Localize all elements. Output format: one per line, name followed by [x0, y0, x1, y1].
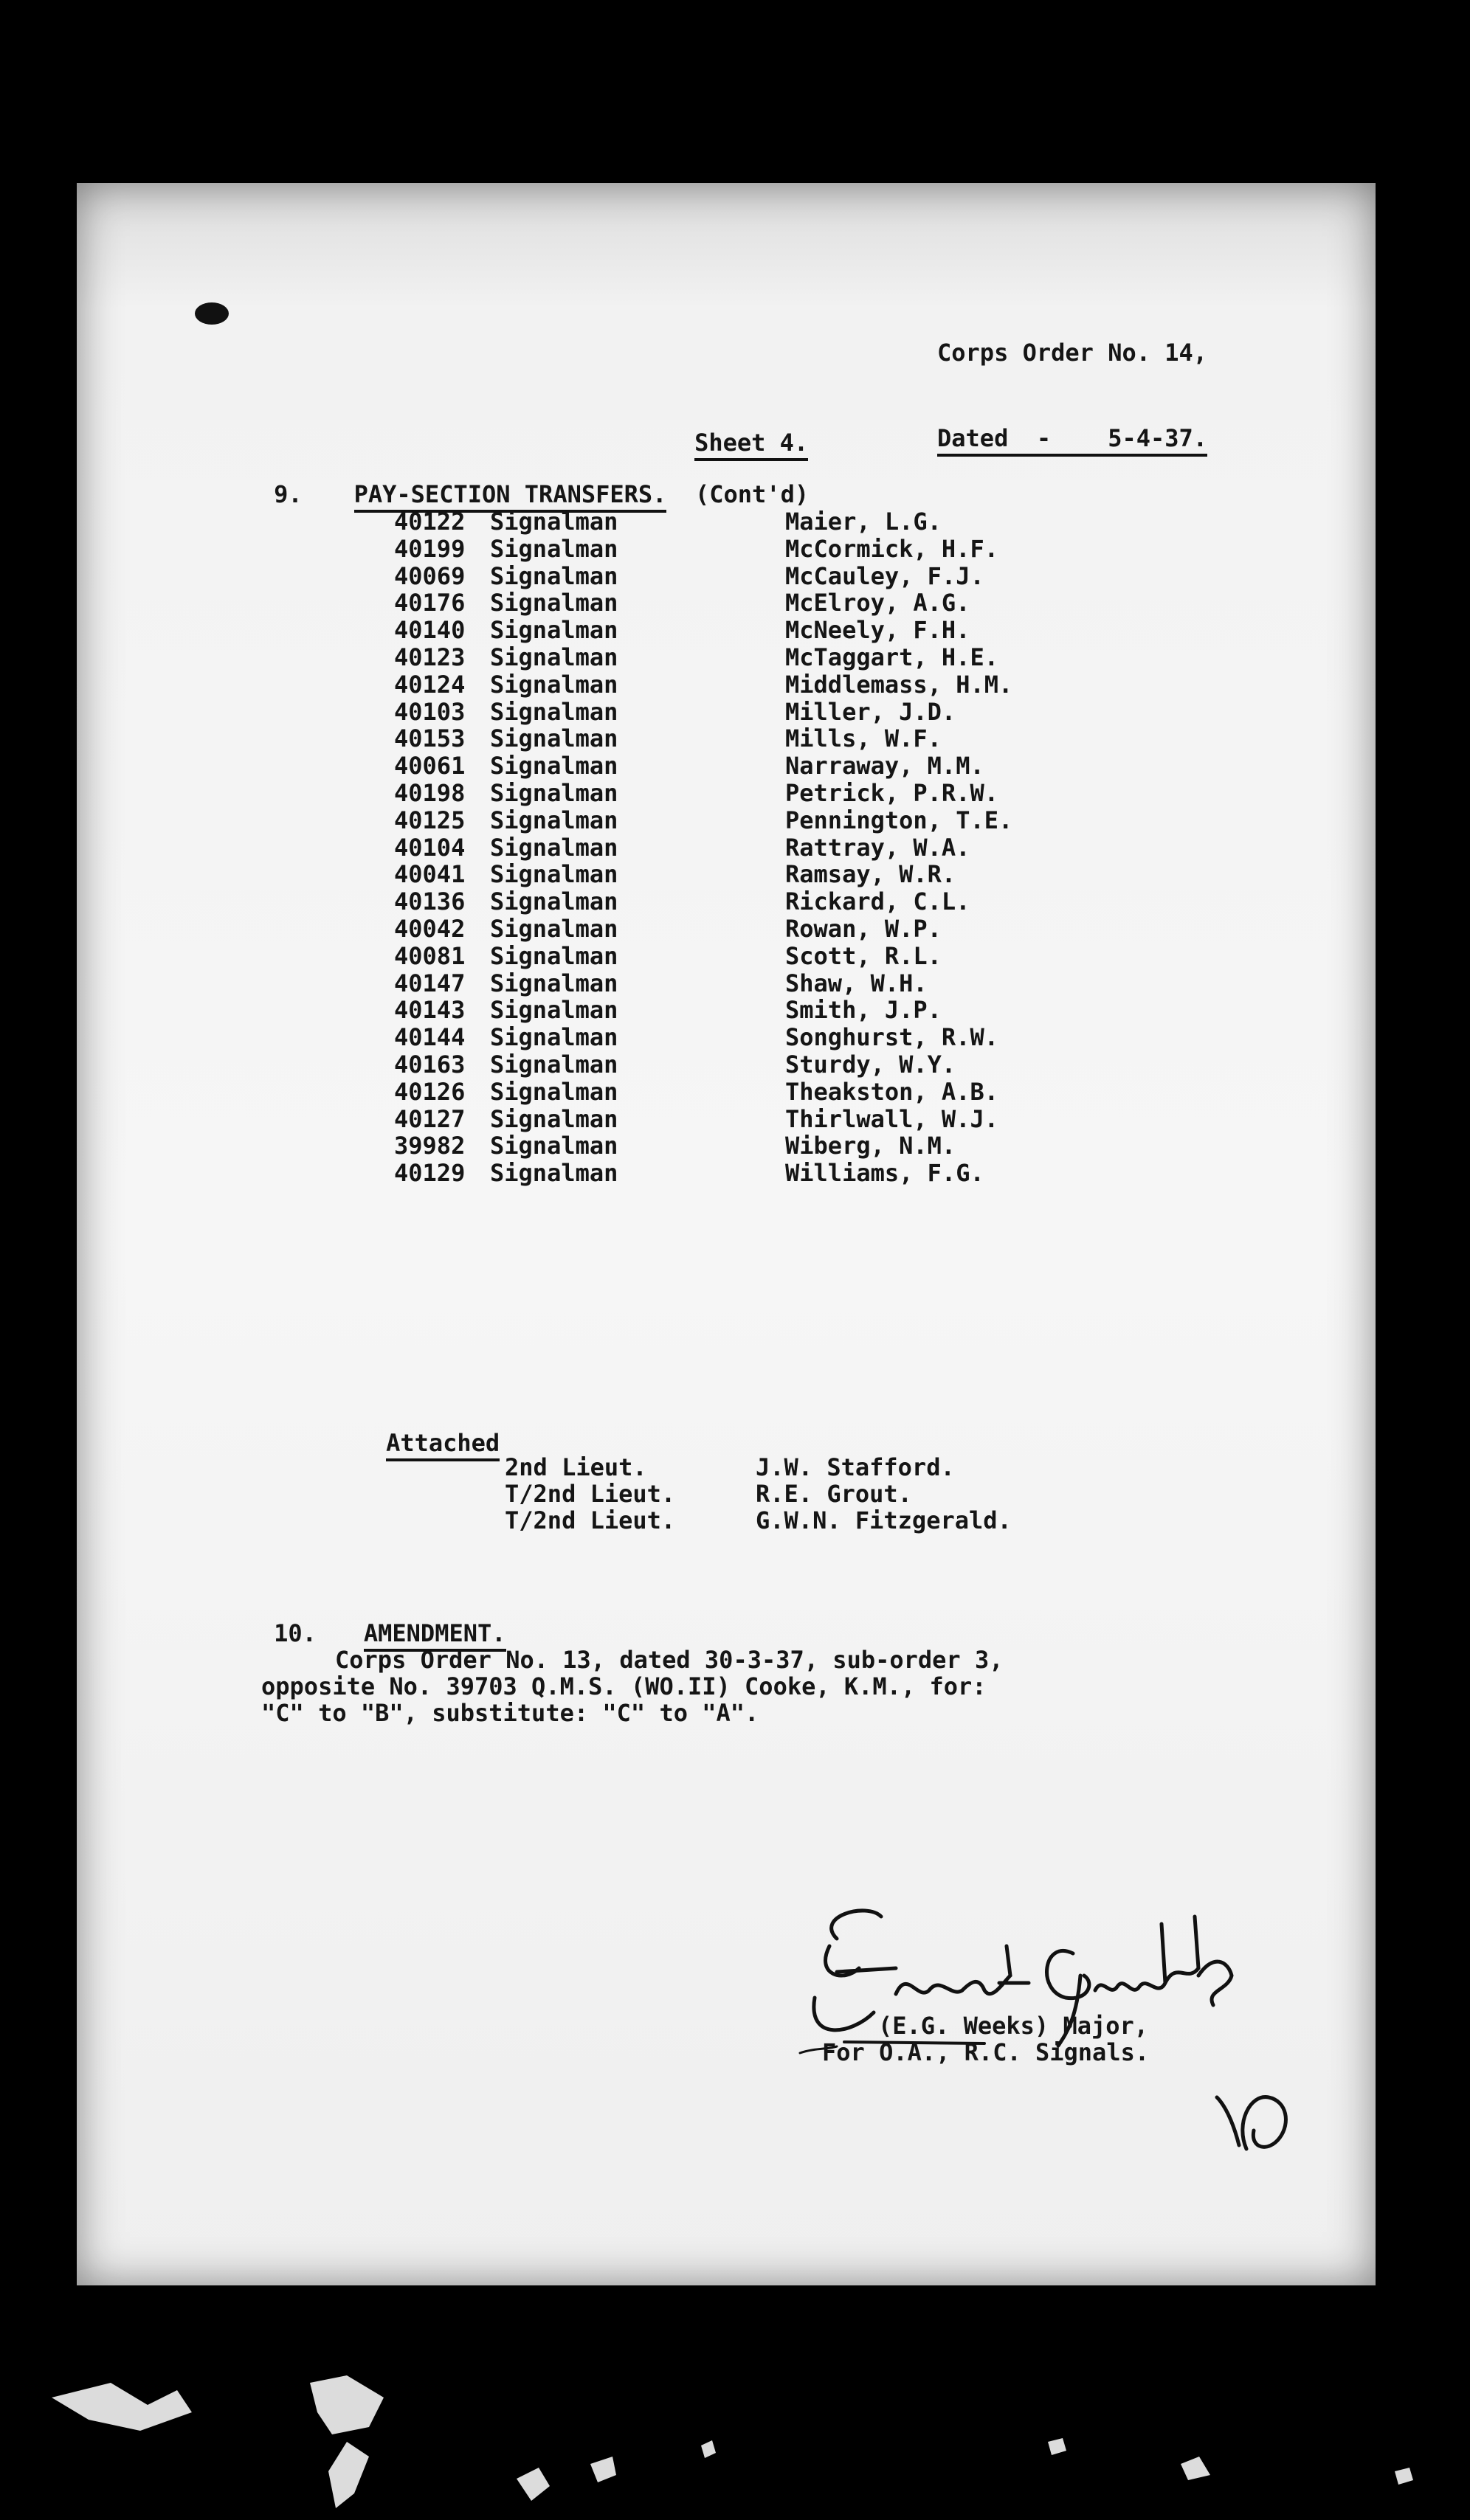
service-number: 40125 — [394, 806, 466, 834]
officer-rank: T/2nd Lieut. — [505, 1480, 676, 1508]
officer-name: R.E. Grout. — [756, 1480, 912, 1508]
rank: Signalman — [490, 833, 618, 862]
member-name: Ramsay, W.R. — [785, 860, 956, 889]
rank: Signalman — [490, 724, 618, 753]
member-name: McTaggart, H.E. — [785, 643, 998, 671]
service-number: 40140 — [394, 616, 466, 645]
member-name: Rowan, W.P. — [785, 914, 942, 943]
attached-title: Attached — [386, 1429, 500, 1461]
service-number: 40081 — [394, 941, 466, 970]
rank: Signalman — [490, 561, 618, 590]
service-number: 40147 — [394, 969, 466, 997]
service-number: 40124 — [394, 670, 466, 699]
service-number: 40042 — [394, 914, 466, 943]
signature-block — [822, 2012, 1149, 2066]
rank: Signalman — [490, 806, 618, 834]
member-name: McCormick, H.F. — [785, 534, 998, 563]
service-number: 40069 — [394, 561, 466, 590]
rank: Signalman — [490, 616, 618, 645]
scan-edge-specks — [0, 2287, 1470, 2520]
corps-order-number: Corps Order No. 14, — [937, 339, 1208, 367]
service-number: 40103 — [394, 697, 466, 726]
service-number: 40126 — [394, 1077, 466, 1106]
officer-name: G.W.N. Fitzgerald. — [756, 1506, 1012, 1534]
service-number: 40122 — [394, 508, 466, 536]
rank: Signalman — [490, 969, 618, 997]
service-number: 39982 — [394, 1132, 466, 1160]
member-name: Shaw, W.H. — [785, 969, 928, 997]
member-name: Middlemass, H.M. — [785, 670, 1013, 699]
section-10-title: AMENDMENT. — [364, 1619, 506, 1652]
rank: Signalman — [490, 508, 618, 536]
member-name: Miller, J.D. — [785, 697, 956, 726]
service-number: 40061 — [394, 752, 466, 780]
amendment-line-1: Corps Order No. 13, dated 30-3-37, sub-order 3, — [335, 1646, 1004, 1674]
member-name: Smith, J.P. — [785, 996, 942, 1025]
rank: Signalman — [490, 860, 618, 889]
rank: Signalman — [490, 1132, 618, 1160]
section-10-number: 10. — [274, 1619, 317, 1647]
section-9-number: 9. — [274, 480, 303, 508]
member-name: Petrick, P.R.W. — [785, 778, 998, 807]
rank: Signalman — [490, 1077, 618, 1106]
member-name: McNeely, F.H. — [785, 616, 970, 645]
member-name: Wiberg, N.M. — [785, 1132, 956, 1160]
service-number: 40129 — [394, 1159, 466, 1188]
service-number: 40198 — [394, 778, 466, 807]
service-number: 40123 — [394, 643, 466, 671]
signatory-name: (E.G. Weeks) Major, — [878, 2012, 1149, 2040]
member-name: Theakston, A.B. — [785, 1077, 998, 1106]
rank: Signalman — [490, 887, 618, 916]
order-date: Dated - 5-4-37. — [937, 424, 1207, 457]
service-number: 40153 — [394, 724, 466, 753]
member-name: Maier, L.G. — [785, 508, 942, 536]
member-name: Williams, F.G. — [785, 1159, 984, 1188]
service-number: 40127 — [394, 1104, 466, 1133]
amendment-line-2: opposite No. 39703 Q.M.S. (WO.II) Cooke, K.M., for: — [261, 1672, 987, 1700]
service-number: 40104 — [394, 833, 466, 862]
rank: Signalman — [490, 778, 618, 807]
member-name: Sturdy, W.Y. — [785, 1050, 956, 1079]
member-name: Mills, W.F. — [785, 724, 942, 753]
document-page — [77, 183, 1376, 2285]
rank: Signalman — [490, 1050, 618, 1079]
member-name: Pennington, T.E. — [785, 806, 1013, 834]
punch-hole-mark — [195, 302, 229, 325]
member-name: McCauley, F.J. — [785, 561, 984, 590]
service-number: 40176 — [394, 589, 466, 617]
service-number: 40136 — [394, 887, 466, 916]
amendment-line-3: "C" to "B", substitute: "C" to "A". — [261, 1699, 759, 1727]
section-9-title: PAY-SECTION TRANSFERS. — [354, 480, 667, 513]
rank: Signalman — [490, 996, 618, 1025]
rank: Signalman — [490, 941, 618, 970]
member-name: Thirlwall, W.J. — [785, 1104, 998, 1133]
rank: Signalman — [490, 670, 618, 699]
service-number: 40143 — [394, 996, 466, 1025]
handwritten-mark — [1206, 2079, 1309, 2160]
rank: Signalman — [490, 1104, 618, 1133]
member-name: Scott, R.L. — [785, 941, 942, 970]
member-name: Rickard, C.L. — [785, 887, 970, 916]
officer-name: J.W. Stafford. — [756, 1453, 955, 1481]
rank: Signalman — [490, 643, 618, 671]
rank: Signalman — [490, 752, 618, 780]
member-name: Songhurst, R.W. — [785, 1023, 998, 1052]
rank: Signalman — [490, 1023, 618, 1052]
officer-rank: 2nd Lieut. — [505, 1453, 647, 1481]
rank: Signalman — [490, 1159, 618, 1188]
member-name: McElroy, A.G. — [785, 589, 970, 617]
member-name: Rattray, W.A. — [785, 833, 970, 862]
amendment-text — [261, 1646, 1004, 1727]
sheet-number: Sheet 4. — [694, 429, 808, 461]
order-header — [937, 286, 1207, 510]
section-9-suffix: (Cont'd) — [694, 480, 810, 508]
rank: Signalman — [490, 697, 618, 726]
service-number: 40199 — [394, 534, 466, 563]
rank: Signalman — [490, 914, 618, 943]
service-number: 40144 — [394, 1023, 466, 1052]
service-number: 40163 — [394, 1050, 466, 1079]
rank: Signalman — [490, 534, 618, 563]
member-name: Narraway, M.M. — [785, 752, 984, 780]
service-number: 40041 — [394, 860, 466, 889]
attached-heading — [329, 1403, 500, 1483]
rank: Signalman — [490, 589, 618, 617]
signatory-unit: For O.A., R.C. Signals. — [822, 2038, 1150, 2066]
officer-rank: T/2nd Lieut. — [505, 1506, 676, 1534]
